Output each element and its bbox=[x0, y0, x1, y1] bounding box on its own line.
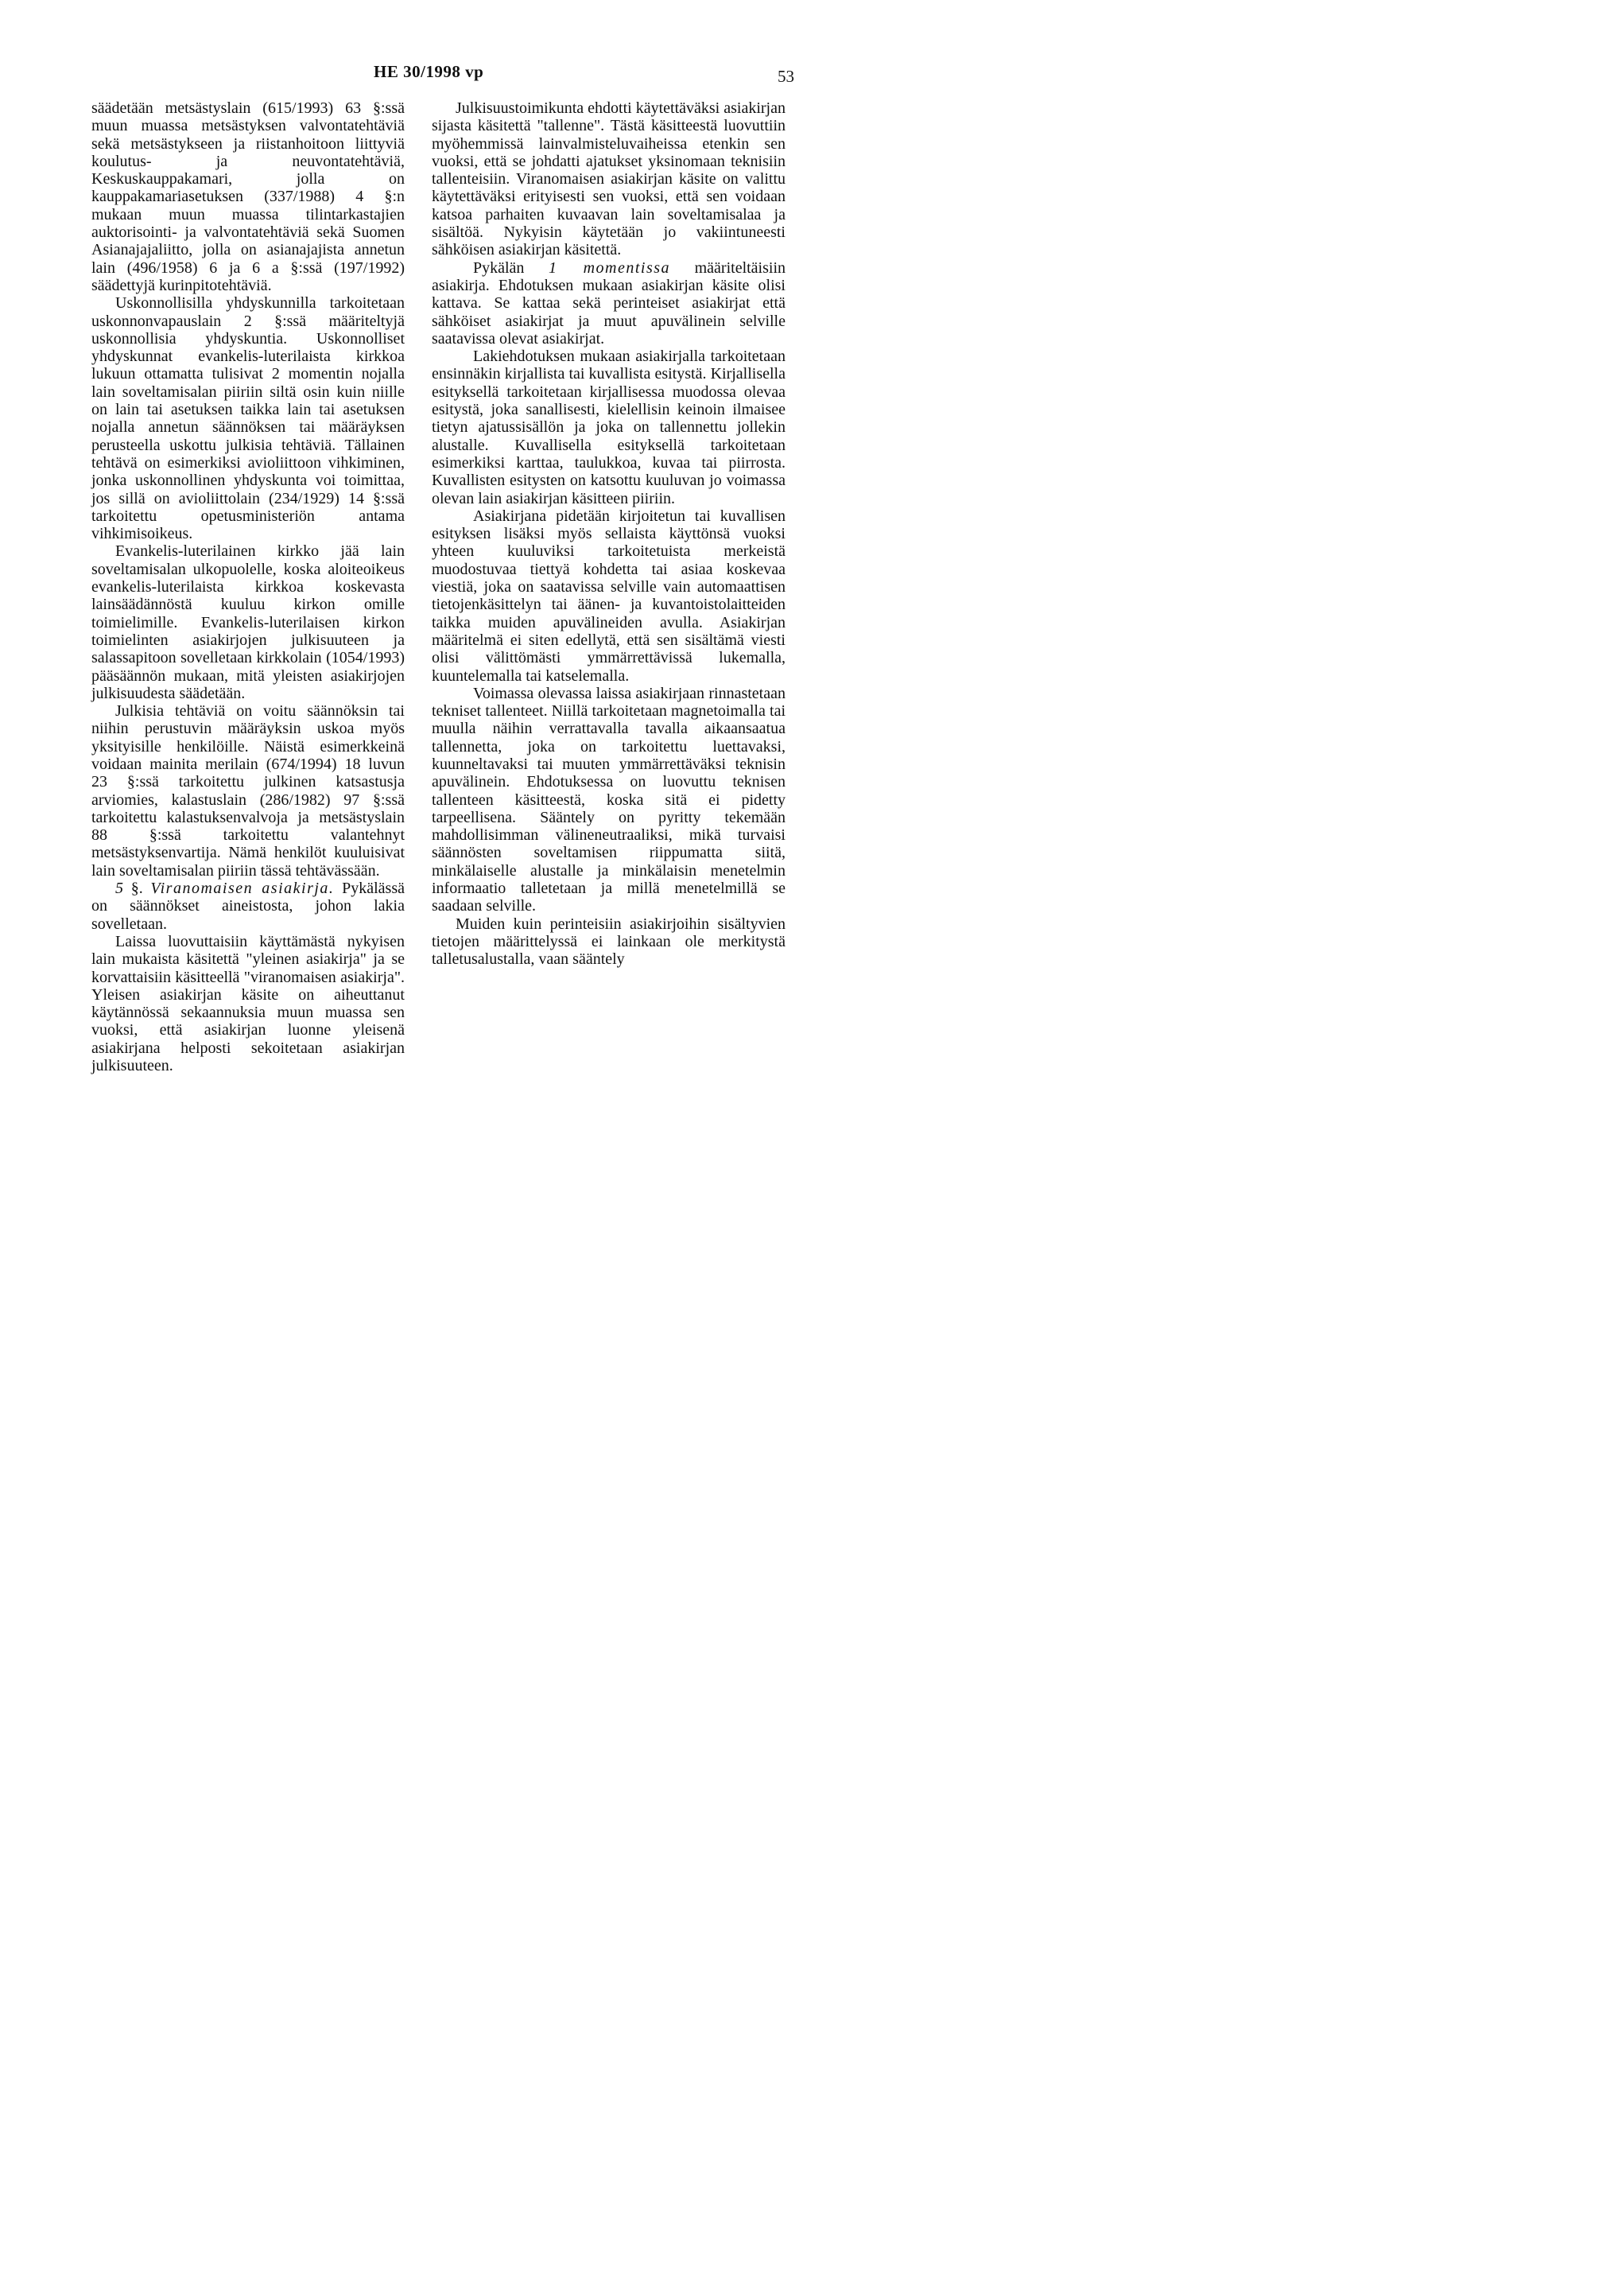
emphasis-term: 1 momentissa bbox=[549, 258, 671, 277]
right-column bbox=[432, 99, 786, 969]
paragraph: Julkisuustoimikunta ehdotti käytettäväksi asiakirjan sijasta käsitettä "tallenne". Tästä käsitteestä luovuttiin myöhemmissä lainvalmisteluvaiheissa etenkin sen vuoksi, että se johdatti ajatukset yksinomaan teknisiin tallenteisiin. Viranomaisen asiakirjan käsite on valittu käytettäväksi erityisesti sen vuoksi, että sen voidaan katsoa parhaiten kuvaavan lain soveltamisalaa ja sisältöä. Nykyisin käytetään jo vakiintuneesti sähköisen asiakirjan käsitettä. bbox=[432, 99, 786, 259]
paragraph: Asiakirjana pidetään kirjoitetun tai kuvallisen esityksen lisäksi myös sellaista käyttönsä vuoksi yhteen kuuluviksi tarkoitetuista merkeistä muodostuvaa tiettyä kohdetta tai asiaa koskevaa viestiä, joka on saatavissa selville vain automaattisen tietojenkäsittelyn tai äänen- ja kuvantoistolaitteiden taikka muiden apuvälineiden avulla. Asiakirjan määritelmä ei siten edellytä, että sen sisältämä viesti olisi välittömästi ymmärrettävissä lukemalla, kuuntelemalla tai katselemalla. bbox=[432, 507, 786, 685]
page-header bbox=[0, 62, 879, 86]
paragraph-text: määriteltäisiin asiakirja. Ehdotuksen mukaan asiakirjan käsite olisi kattava. Se kattaa sekä perinteiset asiakirjat että sähköiset asiakirjat ja muut apuvälinein selville saatavissa olevat asiakirjat. bbox=[432, 258, 786, 348]
section-number: 5 bbox=[115, 880, 123, 898]
paragraph bbox=[432, 259, 786, 348]
paragraph: Muiden kuin perinteisiin asiakirjoihin sisältyvien tietojen määrittelyssä ei lainkaan ole merkitystä talletusalustalla, vaan sääntely bbox=[432, 915, 786, 969]
paragraph: Julkisia tehtäviä on voitu säännöksin tai niihin perustuvin määräyksin uskoa myös yksityisille henkilöille. Näistä esimerkkeinä voidaan mainita merilain (674/1994) 18 luvun 23 §:ssä tarkoitettu julkinen katsastusja arviomies, kalastuslain (286/1982) 97 §:ssä tarkoitettu kalastuksenvalvoja ja metsästyslain 88 §:ssä tarkoitettu valantehnyt metsästyksenvartija. Nämä henkilöt kuuluisivat lain soveltamisalan piiriin tässä tehtävässään. bbox=[91, 702, 405, 880]
paragraph: Voimassa olevassa laissa asiakirjaan rinnastetaan tekniset tallenteet. Niillä tarkoitetaan magnetoimalla tai muulla näihin verrattavalla tavalla aikaansaatua tallennetta, joka on tarkoitettu luettavaksi, kuunneltavaksi tai muuten ymmärrettäväksi teknisin apuvälinein. Ehdotuksessa on luovuttu teknisen tallenteen käsitteestä, koska sitä ei pidetty tarpeellisena. Sääntely on pyritty tekemään mahdollisimman välineneutraaliksi, mikä turvaisi säännösten soveltamisen riippumatta siitä, minkälaiselle alustalle ja minkälaisin menetelmin informaatio talletetaan ja millä menetelmillä se saadaan selville. bbox=[432, 684, 786, 915]
paragraph: Laissa luovuttaisiin käyttämästä nykyisen lain mukaista käsitettä "yleinen asiakirja" ja se korvattaisiin käsitteellä "viranomaisen asiakirja". Yleisen asiakirjan käsite on aiheuttanut käytännössä sekaannuksia muun muassa sen vuoksi, että asiakirjan luonne yleisenä asiakirjana helposti sekoitetaan asiakirjan julkisuuteen. bbox=[91, 932, 405, 1075]
paragraph-lead: Pykälän bbox=[473, 258, 525, 277]
section-paragraph bbox=[91, 880, 405, 933]
section-sign: §. bbox=[130, 880, 143, 898]
document-id: HE 30/1998 vp bbox=[374, 62, 484, 81]
paragraph: säädetään metsästyslain (615/1993) 63 §:ssä muun muassa metsästyksen valvontatehtäviä sekä metsästykseen ja riistanhoitoon liittyviä koulutus- ja neuvontatehtäviä, Keskuskauppakamari, jolla on kauppakamariasetuksen (337/1988) 4 §:n mukaan muun muassa tilintarkastajien auktorisointi- ja valvontatehtäviä sekä Suomen Asianajajaliitto, jolla on asianajajista annetun lain (496/1958) 6 ja 6 a §:ssä (197/1992) säädettyjä kurinpitotehtäviä. bbox=[91, 99, 405, 294]
paragraph: Uskonnollisilla yhdyskunnilla tarkoitetaan uskonnonvapauslain 2 §:ssä määriteltyjä uskonnollisia yhdyskuntia. Uskonnolliset yhdyskunnat evankelis-luterilaista kirkkoa lukuun ottamatta tulisivat 2 momentin nojalla lain soveltamisalan piiriin siltä osin kuin niille on lain tai asetuksen taikka lain tai asetuksen nojalla annetun säännöksen tai määräyksen perusteella uskottu julkisia tehtäviä. Tällainen tehtävä on esimerkiksi avioliittoon vihkiminen, jonka uskonnollinen yhdyskunta voi toimittaa, jos sillä on avioliittolain (234/1929) 14 §:ssä tarkoitettu opetusministeriön antama vihkimisoikeus. bbox=[91, 294, 405, 543]
section-text: Pykälässä on säännökset aineistosta, johon lakia sovelletaan. bbox=[91, 880, 405, 933]
page-number: 53 bbox=[778, 67, 794, 86]
paragraph: Lakiehdotuksen mukaan asiakirjalla tarkoitetaan ensinnäkin kirjallista tai kuvallista esitystä. Kirjallisella esityksellä tarkoitetaan kirjallisessa muodossa olevaa esitystä, joka sanallisesti, kielellisin keinoin ilmaisee tietyn ajatussisällön ja joka on tallennettu jollekin alustalle. Kuvallisella esityksellä tarkoitetaan esimerkiksi karttaa, taulukkoa, kuvaa tai piirrosta. Kuvallisten esitysten on katsottu kuuluvan jo voimassa olevan lain asiakirjan käsitteen piiriin. bbox=[432, 348, 786, 507]
section-heading: Viranomaisen asiakirja. bbox=[150, 880, 335, 898]
left-column bbox=[91, 99, 405, 1074]
paragraph: Evankelis-luterilainen kirkko jää lain soveltamisalan ulkopuolelle, koska aloiteoikeus evankelis-luterilaista kirkkoa koskevasta lainsäädännöstä kuuluu kirkon omille toimielimille. Evankelis-luterilaisen kirkon toimielinten asiakirjojen julkisuuteen ja salassapitoon sovelletaan kirkkolain (1054/1993) pääsäännön mukaan, mitä yleisten asiakirjojen julkisuudesta säädetään. bbox=[91, 542, 405, 702]
